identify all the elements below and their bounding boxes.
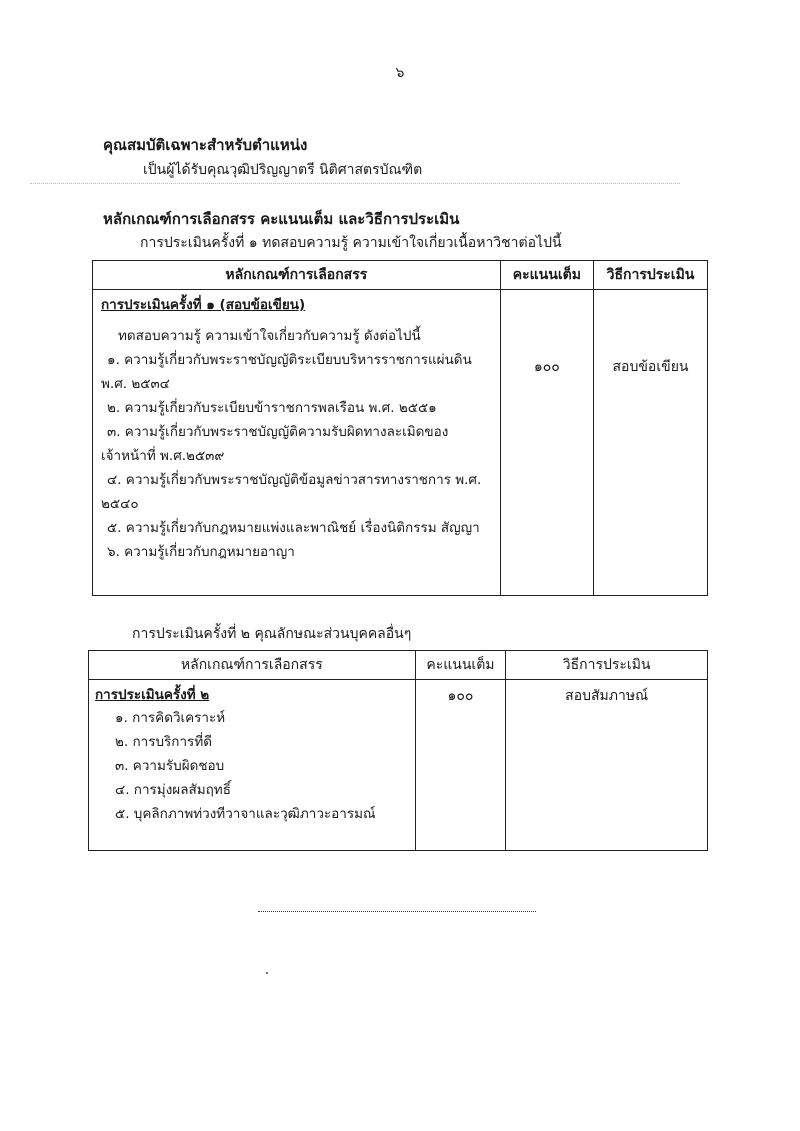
header-criteria: หลักเกณฑ์การเลือกสรร	[93, 261, 501, 290]
list-item: ๒. การบริการที่ดี	[115, 734, 212, 750]
score-value: ๑๐๐	[533, 359, 560, 375]
list-item: ๕. ความรู้เกี่ยวกับกฎหมายแพ่งและพาณิชย์ เรื่องนิติกรรม สัญญา	[107, 520, 480, 536]
score-value: ๑๐๐	[447, 688, 474, 704]
header-score: คะแนนเต็ม	[500, 261, 593, 290]
method-value: สอบสัมภาษณ์	[565, 688, 649, 704]
list-item: ๓. ความรู้เกี่ยวกับพระราชบัญญัติความรับผิดทางละเมิดของ	[107, 424, 449, 440]
intro-line: ทดสอบความรู้ ความเข้าใจเกี่ยวกับความรู้ ดังต่อไปนี้	[118, 328, 421, 344]
page-number: ๖	[395, 65, 405, 81]
list-item: พ.ศ. ๒๕๓๔	[101, 376, 170, 392]
section-title: การประเมินครั้งที่ ๑ (สอบข้อเขียน)	[101, 297, 306, 313]
score-cell	[500, 290, 593, 596]
table-row	[89, 680, 708, 851]
list-item: ๑. การคิดวิเคราะห์	[115, 710, 226, 726]
scan-artifact-speck	[266, 972, 268, 974]
list-item: ๒๕๔๐	[101, 496, 139, 512]
assessment2-table	[88, 650, 708, 851]
header-criteria: หลักเกณฑ์การเลือกสรร	[89, 651, 416, 680]
list-item: ๔. ความรู้เกี่ยวกับพระราชบัญญัติข้อมูลข่าวสารทางราชการ พ.ศ.	[107, 472, 482, 488]
list-item: ๖. ความรู้เกี่ยวกับกฎหมายอาญา	[107, 544, 295, 560]
method-value: สอบข้อเขียน	[612, 359, 689, 375]
assessment1-table	[92, 260, 708, 596]
qualifications-heading: คุณสมบัติเฉพาะสำหรับตำแหน่ง	[103, 136, 308, 154]
table-header-row	[93, 261, 708, 290]
list-item: ๕. บุคลิกภาพท่วงทีวาจาและวุฒิภาวะอารมณ์	[115, 806, 376, 822]
assessment2-intro: การประเมินครั้งที่ ๒ คุณลักษณะส่วนบุคคลอื่นๆ	[132, 626, 412, 642]
list-item: ๑. ความรู้เกี่ยวกับพระราชบัญญัติระเบียบบริหารราชการแผ่นดิน	[107, 352, 472, 368]
list-item: เจ้าหน้าที่ พ.ศ.๒๕๓๙	[101, 448, 225, 464]
header-method: วิธีการประเมิน	[506, 651, 708, 680]
criteria-cell	[89, 680, 416, 851]
scan-artifact-dots	[30, 183, 680, 188]
score-cell	[415, 680, 506, 851]
list-item: ๔. การมุ่งผลสัมฤทธิ์	[115, 782, 231, 798]
assessment1-intro: การประเมินครั้งที่ ๑ ทดสอบความรู้ ความเข้าใจเกี่ยวเนื้อหาวิชาต่อไปนี้	[140, 235, 562, 251]
method-cell	[506, 680, 708, 851]
section-title: การประเมินครั้งที่ ๒	[95, 687, 210, 703]
method-cell	[593, 290, 707, 596]
qualifications-text: เป็นผู้ได้รับคุณวุฒิปริญญาตรี นิติศาสตรบัณฑิต	[143, 162, 423, 178]
header-score: คะแนนเต็ม	[415, 651, 506, 680]
header-method: วิธีการประเมิน	[593, 261, 707, 290]
list-item: ๒. ความรู้เกี่ยวกับระเบียบข้าราชการพลเรือน พ.ศ. ๒๕๕๑	[107, 400, 437, 416]
criteria-heading: หลักเกณฑ์การเลือกสรร คะแนนเต็ม และวิธีการประเมิน	[103, 210, 460, 228]
criteria-cell	[93, 290, 501, 596]
list-item: ๓. ความรับผิดชอบ	[115, 758, 225, 774]
table-row	[93, 290, 708, 596]
closing-dotted-line	[258, 911, 536, 912]
table-header-row	[89, 651, 708, 680]
